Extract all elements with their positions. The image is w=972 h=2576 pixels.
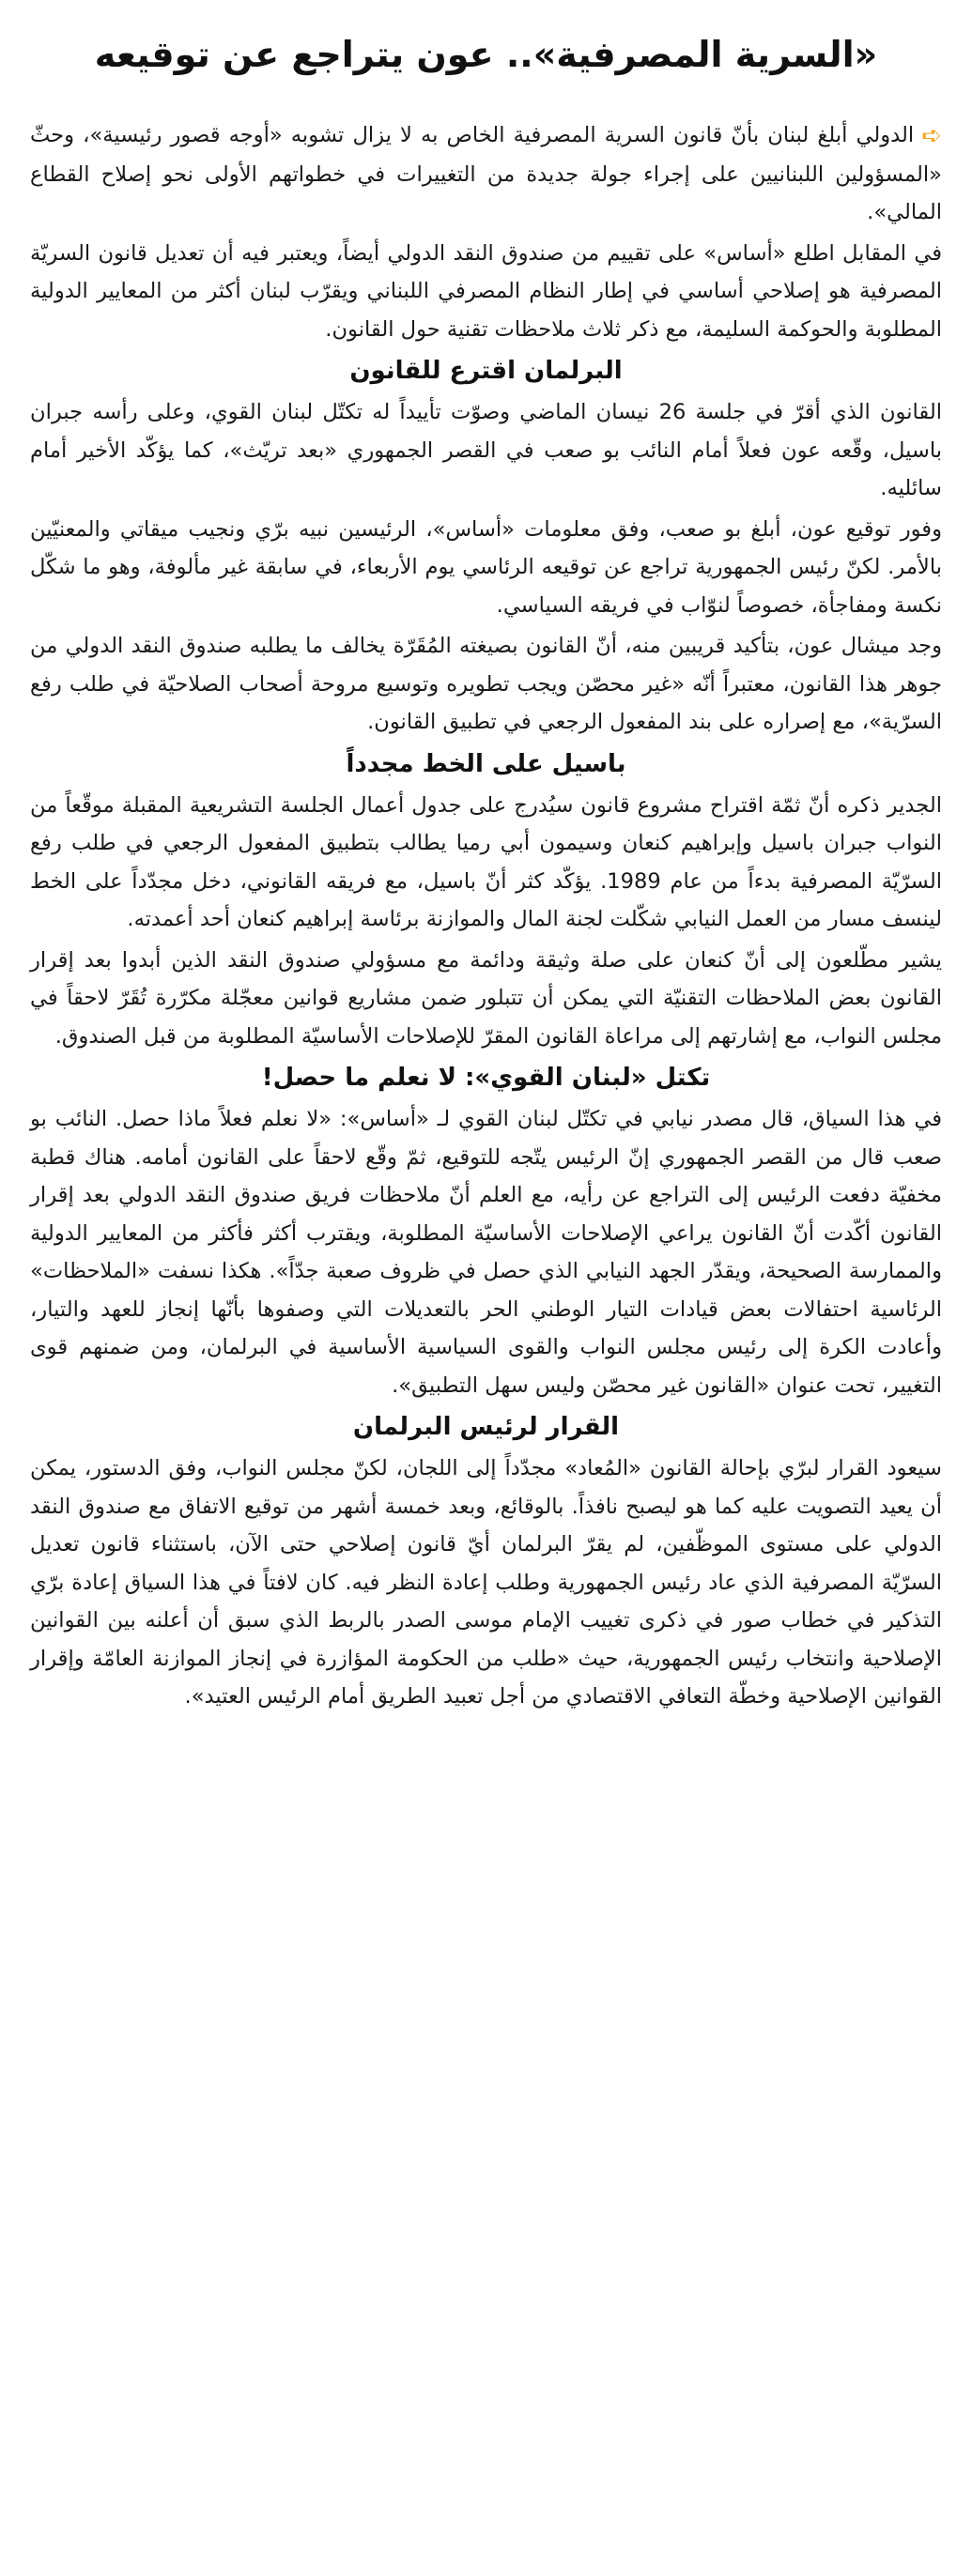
subheading: البرلمان اقترع للقانون — [349, 357, 623, 385]
paragraph — [30, 116, 942, 232]
paragraph: وفور توقيع عون، أبلغ بو صعب، وفق معلومات «أساس»، الرئيسين نبيه برّي ونجيب ميقاتي والمعنيّين بالأمر. لكنّ رئيس الجمهورية تراجع عن توقيعه الرئاسي يوم الأربعاء، في سابقة غير مألوفة، وهو ما شكّل نكسة ومفاجأة، خصوصاً لنوّاب في فريقه السياسي. — [30, 516, 942, 618]
double-chevron-left-icon: ➪ — [921, 122, 942, 150]
subheading: تكتل «لبنان القوي»: لا نعلم ما حصل! — [261, 1064, 711, 1092]
subheading: القرار لرئيس البرلمان — [352, 1413, 620, 1441]
paragraph: الجدير ذكره أنّ ثمّة اقتراح مشروع قانون سيُدرج على جدول أعمال الجلسة التشريعية المقبلة موقّعاً من النواب جبران باسيل وإبراهيم كنعان وسيمون أبي رميا يطالب بتطبيق المفعول الرجعي في طلب رفع السرّيّة المصرفية بدءاً من عام 1989. يؤكّد كثر أنّ باسيل، مع فريقه القانوني، دخل مجدّداً على الخط لينسف مسار من العمل النيابي شكّلت لجنة المال والموازنة برئاسة إبراهيم كنعان أحد أعمدته. — [30, 792, 942, 931]
paragraph: يشير مطّلعون إلى أنّ كنعان على صلة وثيقة ودائمة مع مسؤولي صندوق النقد الذين أبدوا بعد إقرار القانون بعض الملاحظات التقنيّة التي يمكن أن تتبلور ضمن مشاريع قوانين معجّلة مكرّرة تُقَرّ لاحقاً في مجلس النواب، مع إشارتهم إلى مراعاة القانون المقرّ للإصلاحات الأساسيّة المطلوبة من قبل الصندوق. — [30, 947, 942, 1049]
article-body — [30, 116, 942, 1716]
paragraph-text: الدولي أبلغ لبنان بأنّ قانون السرية المصرفية الخاص به لا يزال تشوبه «أوجه قصور رئيسية»، وحثّ «المسؤولين اللبنانيين على إجراء جولة جديدة من التغييرات في خطواتهم الأولى نحو إصلاح القطاع المالي». — [30, 123, 942, 224]
headline: «السرية المصرفية».. عون يتراجع عن توقيعه — [94, 34, 878, 75]
paragraph: سيعود القرار لبرّي بإحالة القانون «المُعاد» مجدّداً إلى اللجان، لكنّ مجلس النواب، وفق الدستور، يمكن أن يعيد التصويت عليه كما هو ليصبح نافذاً. بالوقائع، وبعد خمسة أشهر من توقيع الاتفاق مع صندوق النقد الدولي على مستوى الموظّفين، لم يقرّ البرلمان أيّ قانون إصلاحي حتى الآن، باستثناء قانون تعديل السرّيّة المصرفية الذي عاد رئيس الجمهورية وطلب إعادة النظر فيه. كان لافتاً في هذا السياق إعادة برّي التذكير في خطاب صور في ذكرى تغييب الإمام موسى الصدر بالربط الذي سبق أن أعلنه بين القوانين الإصلاحية وانتخاب رئيس الجمهورية، حيث «طلب من الحكومة المؤازرة في إنجاز الموازنة العامّة وإقرار القوانين الإصلاحية وخطّة التعافي الاقتصادي من أجل تعبيد الطريق أمام الرئيس العتيد». — [30, 1456, 942, 1709]
paragraph: وجد ميشال عون، بتأكيد قريبين منه، أنّ القانون بصيغته المُقَرّة يخالف ما يطلبه صندوق النقد الدولي من جوهر هذا القانون، معتبراً أنّه «غير محصّن ويجب تطويره وتوسيع مروحة أصحاب الصلاحيّة في طلب رفع السرّية»، مع إصراره على بند المفعول الرجعي في تطبيق القانون. — [30, 634, 942, 734]
subheading: باسيل على الخط مجدداً — [346, 749, 626, 778]
paragraph: في المقابل اطلع «أساس» على تقييم من صندوق النقد الدولي أيضاً، ويعتبر فيه أن تعديل قانون السريّة المصرفية هو إصلاحي أساسي في إطار النظام المصرفي اللبناني ويقرّب لبنان أكثر من المعايير الدولية المطلوبة والحوكمة السليمة، مع ذكر ثلاث ملاحظات تقنية حول القانون. — [30, 240, 942, 342]
paragraph: القانون الذي أقرّ في جلسة 26 نيسان الماضي وصوّت تأييداً له تكتّل لبنان القوي، وعلى رأسه جبران باسيل، وقّعه عون فعلاً أمام النائب بو صعب في القصر الجمهوري «بعد تريّث»، كما يؤكّد الأخير أمام سائليه. — [30, 400, 942, 500]
paragraph: في هذا السياق، قال مصدر نيابي في تكتّل لبنان القوي لـ «أساس»: «لا نعلم فعلاً ماذا حصل. النائب بو صعب قال من القصر الجمهوري إنّ الرئيس يتّجه للتوقيع، ثمّ وقّع لاحقاً على القانون أمامه. هناك قطبة مخفيّة دفعت الرئيس إلى التراجع عن رأيه، مع العلم أنّ ملاحظات فريق صندوق النقد الدولي بعد إقرار القانون أكّدت أنّ القانون يراعي الإصلاحات الأساسيّة المطلوبة، ويقترب أكثر فأكثر من المعايير الدولية والممارسة الصحيحة، ويقدّر الجهد النيابي الذي حصل في ظروف صعبة جدّاً». هكذا نسفت «الملاحظات» الرئاسية احتفالات بعض قيادات التيار الوطني الحر بالتعديلات التي وصفوها بأنّها إنجاز للعهد والتيار، وأعادت الكرة إلى رئيس مجلس النواب والقوى السياسية الأساسية في البرلمان، ومن ضمنهم قوى التغيير، تحت عنوان «القانون غير محصّن وليس سهل التطبيق». — [30, 1107, 942, 1398]
